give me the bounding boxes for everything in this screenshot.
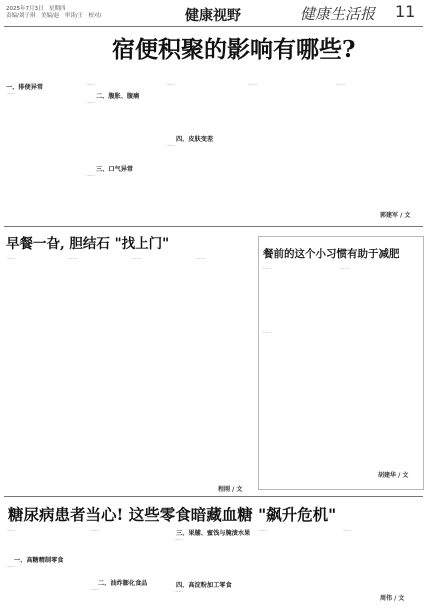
article1-author: 郭建军 / 文 (380, 212, 411, 219)
article1-col-4: …… (248, 82, 258, 87)
article4-subhead-1: 一、高糖精制零食 (14, 557, 64, 564)
article3-col-2: …… (340, 266, 350, 271)
article2-col-1: …… (6, 256, 16, 261)
article4-col-3b: …… (174, 589, 184, 594)
article3-author: 胡建华 / 文 (378, 472, 409, 479)
article3-headline: 餐前的这个小习惯有助于减肥 (263, 248, 400, 260)
article4-col-4: …… (258, 528, 268, 533)
article1-subhead-3: 三、口气异常 (96, 166, 134, 173)
article1-col-2c: …… (86, 173, 96, 178)
divider-1 (4, 226, 423, 227)
article4-subhead-4: 四、高淀粉加工零食 (176, 582, 232, 589)
article4-col-3: …… (174, 537, 184, 542)
article1-col-5: …… (336, 82, 346, 87)
article3-col-1: …… (263, 330, 273, 335)
article2-col-2: …… (68, 256, 78, 261)
article4-subhead-3: 三、果脯、蜜饯与腌渍水果 (176, 530, 251, 537)
newspaper-name: 健康生活报 (300, 5, 376, 23)
article1-col-2: …… (86, 82, 96, 87)
editor-line: 责编/刘子琪 美编/赵 审读/王 校对/ (6, 13, 102, 19)
section-title: 健康视野 (185, 8, 241, 24)
article4-col-1: …… (6, 564, 16, 569)
article2-col-4: …… (196, 256, 206, 261)
article1-subhead-4: 四、皮肤变差 (176, 136, 214, 143)
article1-subhead-1: 一、排便异常 (6, 84, 44, 91)
article1-col-3: …… (166, 82, 176, 87)
page-number: 11 (395, 2, 416, 21)
article1-col-2b: …… (86, 100, 96, 105)
masthead-info (6, 6, 101, 20)
article4-author: 周伟 / 文 (380, 595, 405, 602)
article4-headline: 糖尿病患者当心! 这些零食暗藏血糖 "飙升危机" (8, 505, 337, 524)
article4-subhead-2: 二、油炸膨化食品 (98, 580, 148, 587)
article3-col-1a: …… (263, 266, 273, 271)
article1-col-3b: …… (166, 143, 176, 148)
article4-intro: …… (6, 528, 16, 533)
article1-headline: 宿便积聚的影响有哪些? (112, 36, 356, 63)
issue-date: 2025年7月3日 星期四 (6, 6, 66, 12)
article2-headline: 早餐一旮, 胆结石 "找上门" (6, 236, 170, 252)
article4-col-2b: …… (90, 587, 100, 592)
header-rule (4, 26, 423, 27)
article2-col-3: …… (132, 256, 142, 261)
article4-col-2: …… (90, 528, 100, 533)
divider-2 (4, 496, 423, 497)
article1-col-1: …… (6, 91, 16, 96)
article4-col-5: …… (342, 528, 352, 533)
article2-author: 程刚 / 文 (218, 486, 243, 493)
article1-subhead-2: 二、腹胀、腹痛 (96, 93, 140, 100)
